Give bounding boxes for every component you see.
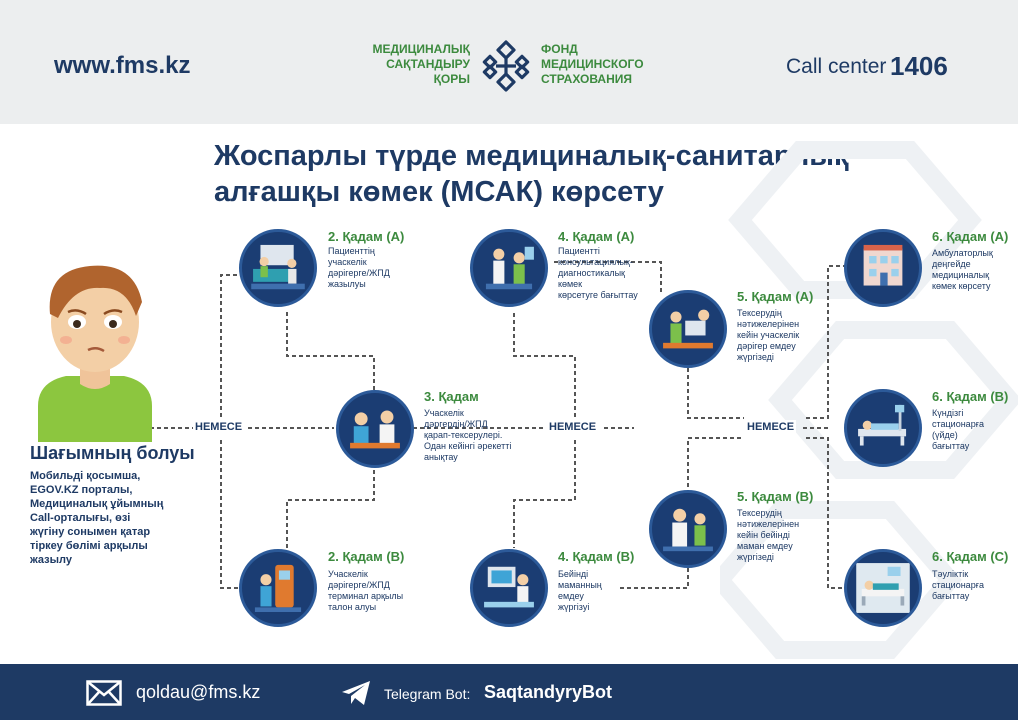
desc-line: консультациялық- [558,257,633,267]
step-3-title: 3. Қадам [424,389,479,404]
desc-line: маман емдеу [737,541,793,551]
telegram-bot-link[interactable]: SaqtandyryBot [484,682,613,702]
desc-line: Күндізгі [932,408,964,418]
desc-line: кейін бейінді [737,530,790,540]
logo-ru-line: СТРАХОВАНИЯ [541,72,632,86]
desc-line: көрсетуге бағыттау [558,290,638,300]
registration-channels [30,469,190,567]
step-5a-title: 5. Қадам (А) [737,289,814,304]
logo-kz-line: ҚОРЫ [433,72,470,86]
step-2b-terminal-icon [239,549,317,627]
channel-line: Мобильді қосымша, [30,470,141,482]
or-label-1: НЕМЕСЕ [195,421,243,433]
desc-line: жүргізуі [558,602,590,612]
desc-line: қарап-тексерулері. [424,430,503,440]
step-6b-title: 6. Қадам (В) [932,389,1009,404]
or-label-2: НЕМЕСЕ [549,421,597,433]
step-2a-description [328,246,390,290]
desc-line: дәрігер емдеу [737,341,796,351]
channel-line: жазылу [30,554,73,566]
step-2b-title: 2. Қадам (В) [328,549,405,564]
desc-line: талон алуы [328,602,377,612]
desc-line: стационарға [932,580,984,590]
desc-line: нәтижелерінен [737,319,800,329]
desc-line: терминал арқылы [328,591,404,601]
desc-line: Одан кейінгі әрекетті [424,441,512,451]
desc-line: көмек көрсету [932,281,991,291]
desc-line: жүргізеді [737,352,774,362]
step-4a-description [558,246,638,301]
channel-line: жүгіну сонымен қатар [30,526,151,538]
call-center-label: Call center [786,55,887,78]
desc-line: диагностикалық [558,268,625,278]
step-6b-description [932,408,984,452]
logo-kz-line: САҚТАНДЫРУ [386,57,470,71]
desc-line: бағыттау [932,591,970,601]
desc-line: Тәуліктік [932,569,969,579]
desc-line: кейін учаскелік [737,330,800,340]
desc-line: Тексерудің [737,508,782,518]
desc-line: деңгейде [932,259,971,269]
step-2a-clinic-reception-icon [239,229,317,307]
telegram-label: Telegram Bot: [384,686,471,702]
complaint-heading: Шағымның болуы [30,443,195,463]
channel-line: EGOV.KZ порталы, [30,484,133,496]
desc-line: жазылуы [328,279,366,289]
desc-line: көмек [558,279,583,289]
desc-line: (үйде) [932,430,958,440]
step-5b-description [737,508,799,563]
step-5b-title: 5. Қадам (В) [737,489,814,504]
desc-line: Учаскелік [328,569,368,579]
desc-line: учаскелік [328,257,367,267]
logo-ru-line: МЕДИЦИНСКОГО [541,57,644,71]
desc-line: дәрігерге/ЖПД [328,580,390,590]
mail-icon [86,680,122,706]
step-4a-diagnostics-icon [470,229,548,307]
desc-line: Бейінді [558,569,589,579]
step-5b-specialist-treatment-icon [649,490,727,568]
step-4b-description [558,569,602,613]
desc-line: дәргердің/ЖПД [424,419,488,429]
step-2a-title: 2. Қадам (А) [328,229,405,244]
logo-kz-line: МЕДИЦИНАЛЫҚ [372,42,470,56]
step-3-description [424,408,511,463]
email-link[interactable]: qoldau@fms.kz [136,682,261,702]
desc-line: Тексерудің [737,308,782,318]
desc-line: дәрігерге/ЖПД [328,268,390,278]
desc-line: емдеу [558,591,584,601]
call-center-number[interactable]: 1406 [890,51,948,81]
title-line: алғашқы көмек (МСАК) көрсету [214,176,664,208]
step-6c-description [932,569,984,602]
step-4a-title: 4. Қадам (А) [558,229,635,244]
desc-line: жүргізеді [737,552,774,562]
title-line: Жоспарлы түрде медициналық-санитарлық [214,140,849,172]
step-2b-description [328,569,403,613]
or-label-3: НЕМЕСЕ [747,421,795,433]
step-4b-title: 4. Қадам (В) [558,549,635,564]
desc-line: Пациентті [558,246,600,256]
channel-line: тіркеу бөлімі арқылы [30,540,148,552]
desc-line: нәтижелерінен [737,519,800,529]
site-url-link[interactable]: www.fms.kz [54,52,191,79]
logo-ru-line: ФОНД [541,42,578,56]
step-4b-specialist-icon [470,549,548,627]
patient-illustration [30,256,160,442]
desc-line: маманның [558,580,602,590]
step-5a-treatment-icon [649,290,727,368]
desc-line: стационарға [932,419,984,429]
desc-line: бағыттау [932,441,970,451]
step-3-doctor-examination-icon [336,390,414,468]
channel-line: Call-орталығы, өзі [30,512,131,524]
desc-line: анықтау [424,452,458,462]
step-6a-outpatient-building-icon [844,229,922,307]
step-6c-title: 6. Қадам (С) [932,549,1009,564]
step-6a-description [932,248,993,292]
step-6b-day-hospital-icon [844,389,922,467]
step-5a-description [737,308,799,363]
desc-line: Амбулаторлық [932,248,993,258]
step-6c-inpatient-ward-icon [844,549,922,627]
channel-line: Медициналық ұйымның [30,498,164,510]
desc-line: Пациенттің [328,246,375,256]
telegram-icon [341,680,371,706]
desc-line: Учаскелік [424,408,464,418]
desc-line: медициналық [932,270,990,280]
step-6a-title: 6. Қадам (А) [932,229,1009,244]
